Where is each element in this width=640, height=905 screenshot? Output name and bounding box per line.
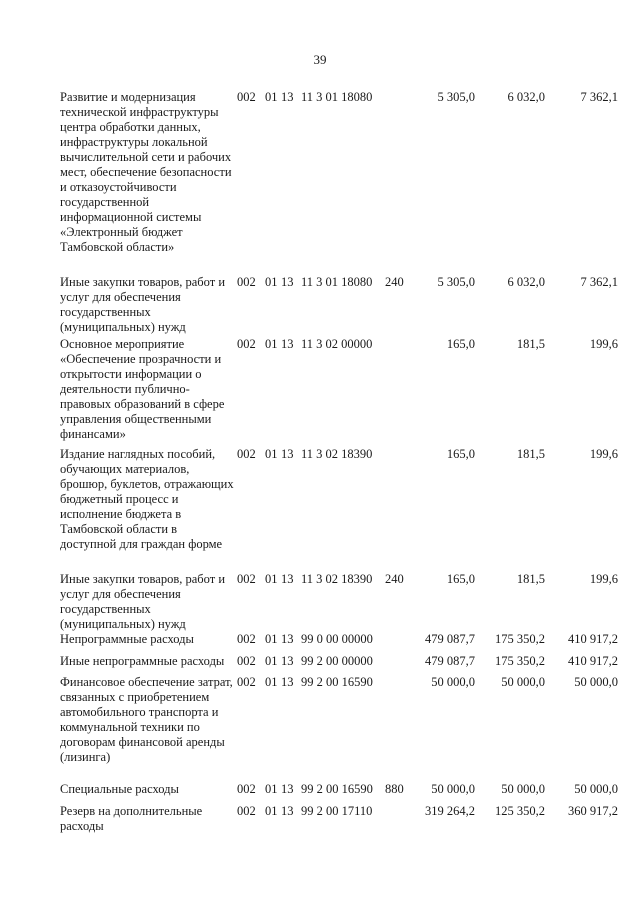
amount-col-2: 181,5	[516, 572, 545, 586]
amount-col-3: 360 917,2	[568, 804, 618, 818]
code-admin: 002	[237, 654, 256, 668]
row-name: Иные закупки товаров, работ и услуг для обеспечения государственных (муниципальных) нужд	[60, 572, 226, 631]
code-section: 01	[265, 632, 278, 646]
amount-col-2: 6 032,0	[507, 275, 545, 289]
code-section: 01	[265, 675, 278, 689]
amount-col-1: 5 305,0	[437, 90, 475, 104]
amount-col-1: 479 087,7	[425, 632, 475, 646]
amount-col-2: 6 032,0	[507, 90, 545, 104]
code-subsection: 13	[281, 675, 294, 689]
code-subsection: 13	[281, 275, 294, 289]
code-expense-type: 880	[385, 782, 404, 796]
code-subsection: 13	[281, 782, 294, 796]
row-name: Финансовое обеспечение затрат, связанных с приобретением автомобильного транспорта и коммунальной техники по договорам финансовой аренды (лизинга)	[60, 675, 233, 764]
amount-col-3: 199,6	[589, 572, 618, 586]
amount-col-2: 175 350,2	[495, 654, 545, 668]
code-expense-type: 240	[385, 275, 404, 289]
row-name: Основное мероприятие «Обеспечение прозрачности и открытости информации о деятельности публично-правовых образований в сфере управления общественными финансами»	[60, 337, 225, 441]
amount-col-3: 50 000,0	[574, 675, 618, 689]
code-subsection: 13	[281, 337, 294, 351]
code-target-article: 11 3 01 18080	[301, 90, 373, 104]
code-admin: 002	[237, 675, 256, 689]
amount-col-3: 410 917,2	[568, 654, 618, 668]
code-section: 01	[265, 804, 278, 818]
amount-col-2: 125 350,2	[495, 804, 545, 818]
code-section: 01	[265, 654, 278, 668]
amount-col-3: 7 362,1	[580, 275, 618, 289]
row-name: Резерв на дополнительные расходы	[60, 804, 203, 833]
code-section: 01	[265, 337, 278, 351]
amount-col-1: 319 264,2	[425, 804, 475, 818]
amount-col-1: 50 000,0	[431, 782, 475, 796]
code-section: 01	[265, 782, 278, 796]
code-target-article: 99 2 00 16590	[301, 675, 373, 689]
code-subsection: 13	[281, 632, 294, 646]
code-admin: 002	[237, 275, 256, 289]
code-target-article: 11 3 02 00000	[301, 337, 373, 351]
amount-col-1: 165,0	[446, 572, 475, 586]
amount-col-1: 479 087,7	[425, 654, 475, 668]
amount-col-1: 5 305,0	[437, 275, 475, 289]
code-subsection: 13	[281, 447, 294, 461]
amount-col-3: 199,6	[589, 337, 618, 351]
code-admin: 002	[237, 632, 256, 646]
row-name: Иные закупки товаров, работ и услуг для обеспечения государственных (муниципальных) нужд	[60, 275, 226, 334]
code-section: 01	[265, 447, 278, 461]
row-name: Специальные расходы	[60, 782, 179, 796]
code-target-article: 11 3 01 18080	[301, 275, 373, 289]
code-subsection: 13	[281, 654, 294, 668]
row-name: Иные непрограммные расходы	[60, 654, 225, 668]
amount-col-1: 165,0	[446, 337, 475, 351]
page-number: 39	[313, 52, 327, 67]
code-target-article: 11 3 02 18390	[301, 447, 373, 461]
code-admin: 002	[237, 90, 256, 104]
code-target-article: 99 2 00 17110	[301, 804, 373, 818]
code-subsection: 13	[281, 572, 294, 586]
amount-col-2: 50 000,0	[501, 675, 545, 689]
code-admin: 002	[237, 447, 256, 461]
amount-col-3: 410 917,2	[568, 632, 618, 646]
amount-col-2: 175 350,2	[495, 632, 545, 646]
code-subsection: 13	[281, 90, 294, 104]
code-section: 01	[265, 275, 278, 289]
code-section: 01	[265, 90, 278, 104]
code-section: 01	[265, 572, 278, 586]
code-admin: 002	[237, 572, 256, 586]
amount-col-1: 50 000,0	[431, 675, 475, 689]
amount-col-2: 50 000,0	[501, 782, 545, 796]
code-admin: 002	[237, 782, 256, 796]
code-target-article: 11 3 02 18390	[301, 572, 373, 586]
code-target-article: 99 0 00 00000	[301, 632, 373, 646]
code-target-article: 99 2 00 00000	[301, 654, 373, 668]
amount-col-3: 50 000,0	[574, 782, 618, 796]
amount-col-3: 199,6	[589, 447, 618, 461]
amount-col-2: 181,5	[516, 447, 545, 461]
row-name: Издание наглядных пособий, обучающих материалов, брошюр, буклетов, отражающих бюджетный процесс и исполнение бюджета в Тамбовской области в доступной для граждан форме	[60, 447, 234, 551]
code-subsection: 13	[281, 804, 294, 818]
row-name: Развитие и модернизация технической инфраструктуры центра обработки данных, инфраструктуры локальной вычислительной сети и рабочих мест, обеспечение безопасности и отказоустойчивости государственной информационной системы «Электронный бюджет Тамбовской области»	[60, 90, 232, 254]
amount-col-3: 7 362,1	[580, 90, 618, 104]
amount-col-2: 181,5	[516, 337, 545, 351]
code-expense-type: 240	[385, 572, 404, 586]
code-admin: 002	[237, 804, 256, 818]
amount-col-1: 165,0	[446, 447, 475, 461]
code-admin: 002	[237, 337, 256, 351]
code-target-article: 99 2 00 16590	[301, 782, 373, 796]
row-name: Непрограммные расходы	[60, 632, 194, 646]
